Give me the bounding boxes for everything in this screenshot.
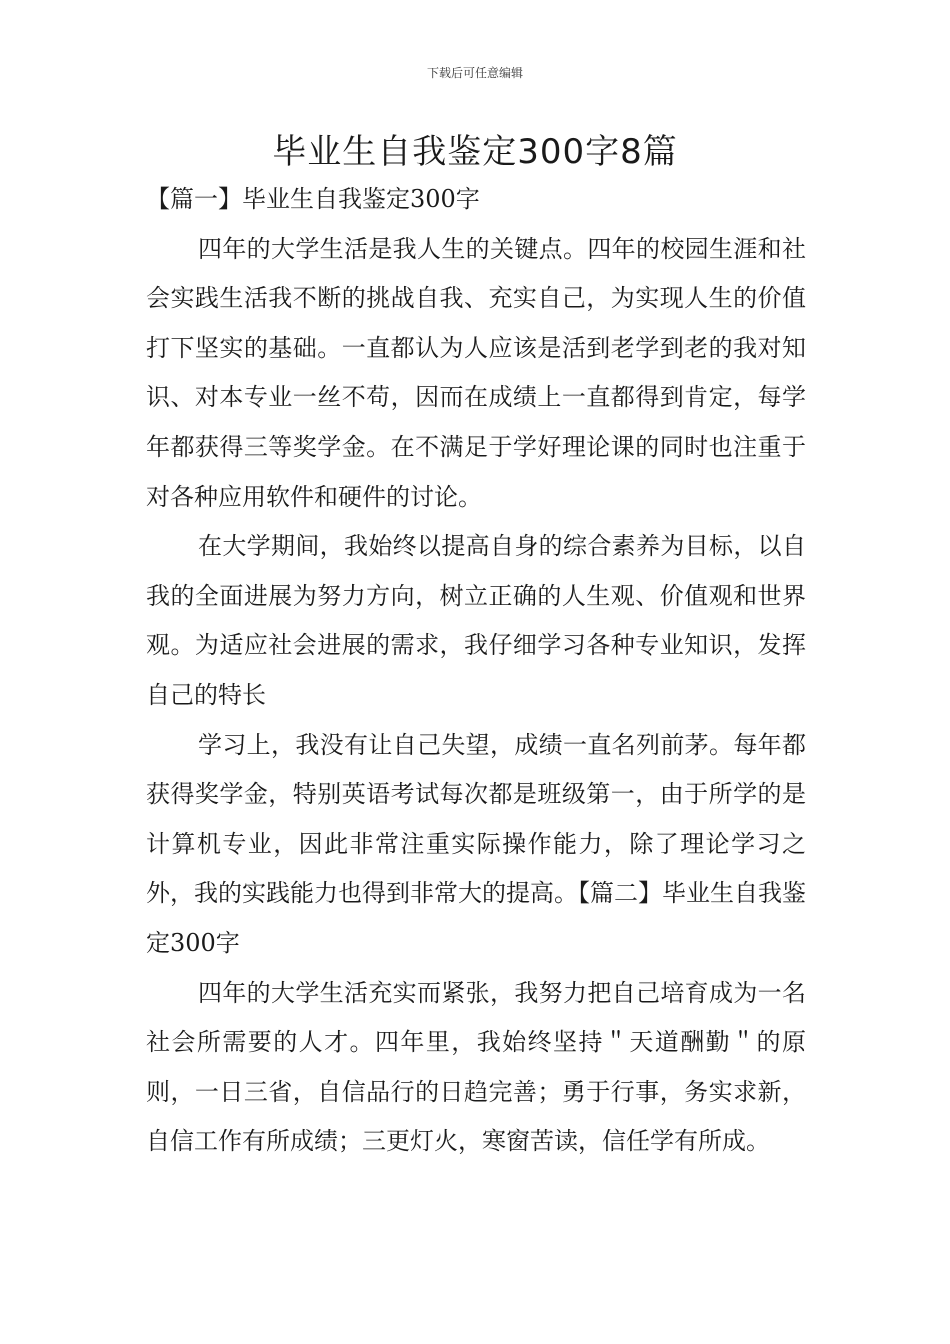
paragraph: 四年的大学生活充实而紧张，我努力把自己培育成为一名社会所需要的人才。四年里，我始终坚持＂天道酬勤＂的原则，一日三省，自信品行的日趋完善；勇于行事，务实求新，自信工作有所成绩；三更灯火，寒窗苦读，信任学有所成。 bbox=[146, 978, 806, 1156]
paragraph: 在大学期间，我始终以提高自身的综合素养为目标，以自我的全面进展为努力方向，树立正确的人生观、价值观和世界观。为适应社会进展的需求，我仔细学习各种专业知识，发挥自己的特长 bbox=[146, 532, 806, 709]
header-note: 下载后可任意编辑 bbox=[426, 66, 523, 80]
paragraph: 学习上，我没有让自己失望，成绩一直名列前茅。每年都获得奖学金，特别英语考试每次都是班级第一，由于所学的是计算机专业，因此非常注重实际操作能力，除了理论学习之外，我的实践能力也得到非常大的提高。【篇二】毕业生自我鉴定300字 bbox=[146, 730, 806, 957]
document-body bbox=[146, 175, 806, 1167]
document-title: 毕业生自我鉴定300字8篇 bbox=[272, 132, 678, 172]
paragraph: 四年的大学生活是我人生的关键点。四年的校园生涯和社会实践生活我不断的挑战自我、充实自己，为实现人生的价值打下坚实的基础。一直都认为人应该是活到老学到老的我对知识、对本专业一丝不苟，因而在成绩上一直都得到肯定，每学年都获得三等奖学金。在不满足于学好理论课的同时也注重于对各种应用软件和硬件的讨论。 bbox=[146, 234, 806, 511]
section-heading-1: 【篇一】毕业生自我鉴定300字 bbox=[146, 185, 480, 213]
